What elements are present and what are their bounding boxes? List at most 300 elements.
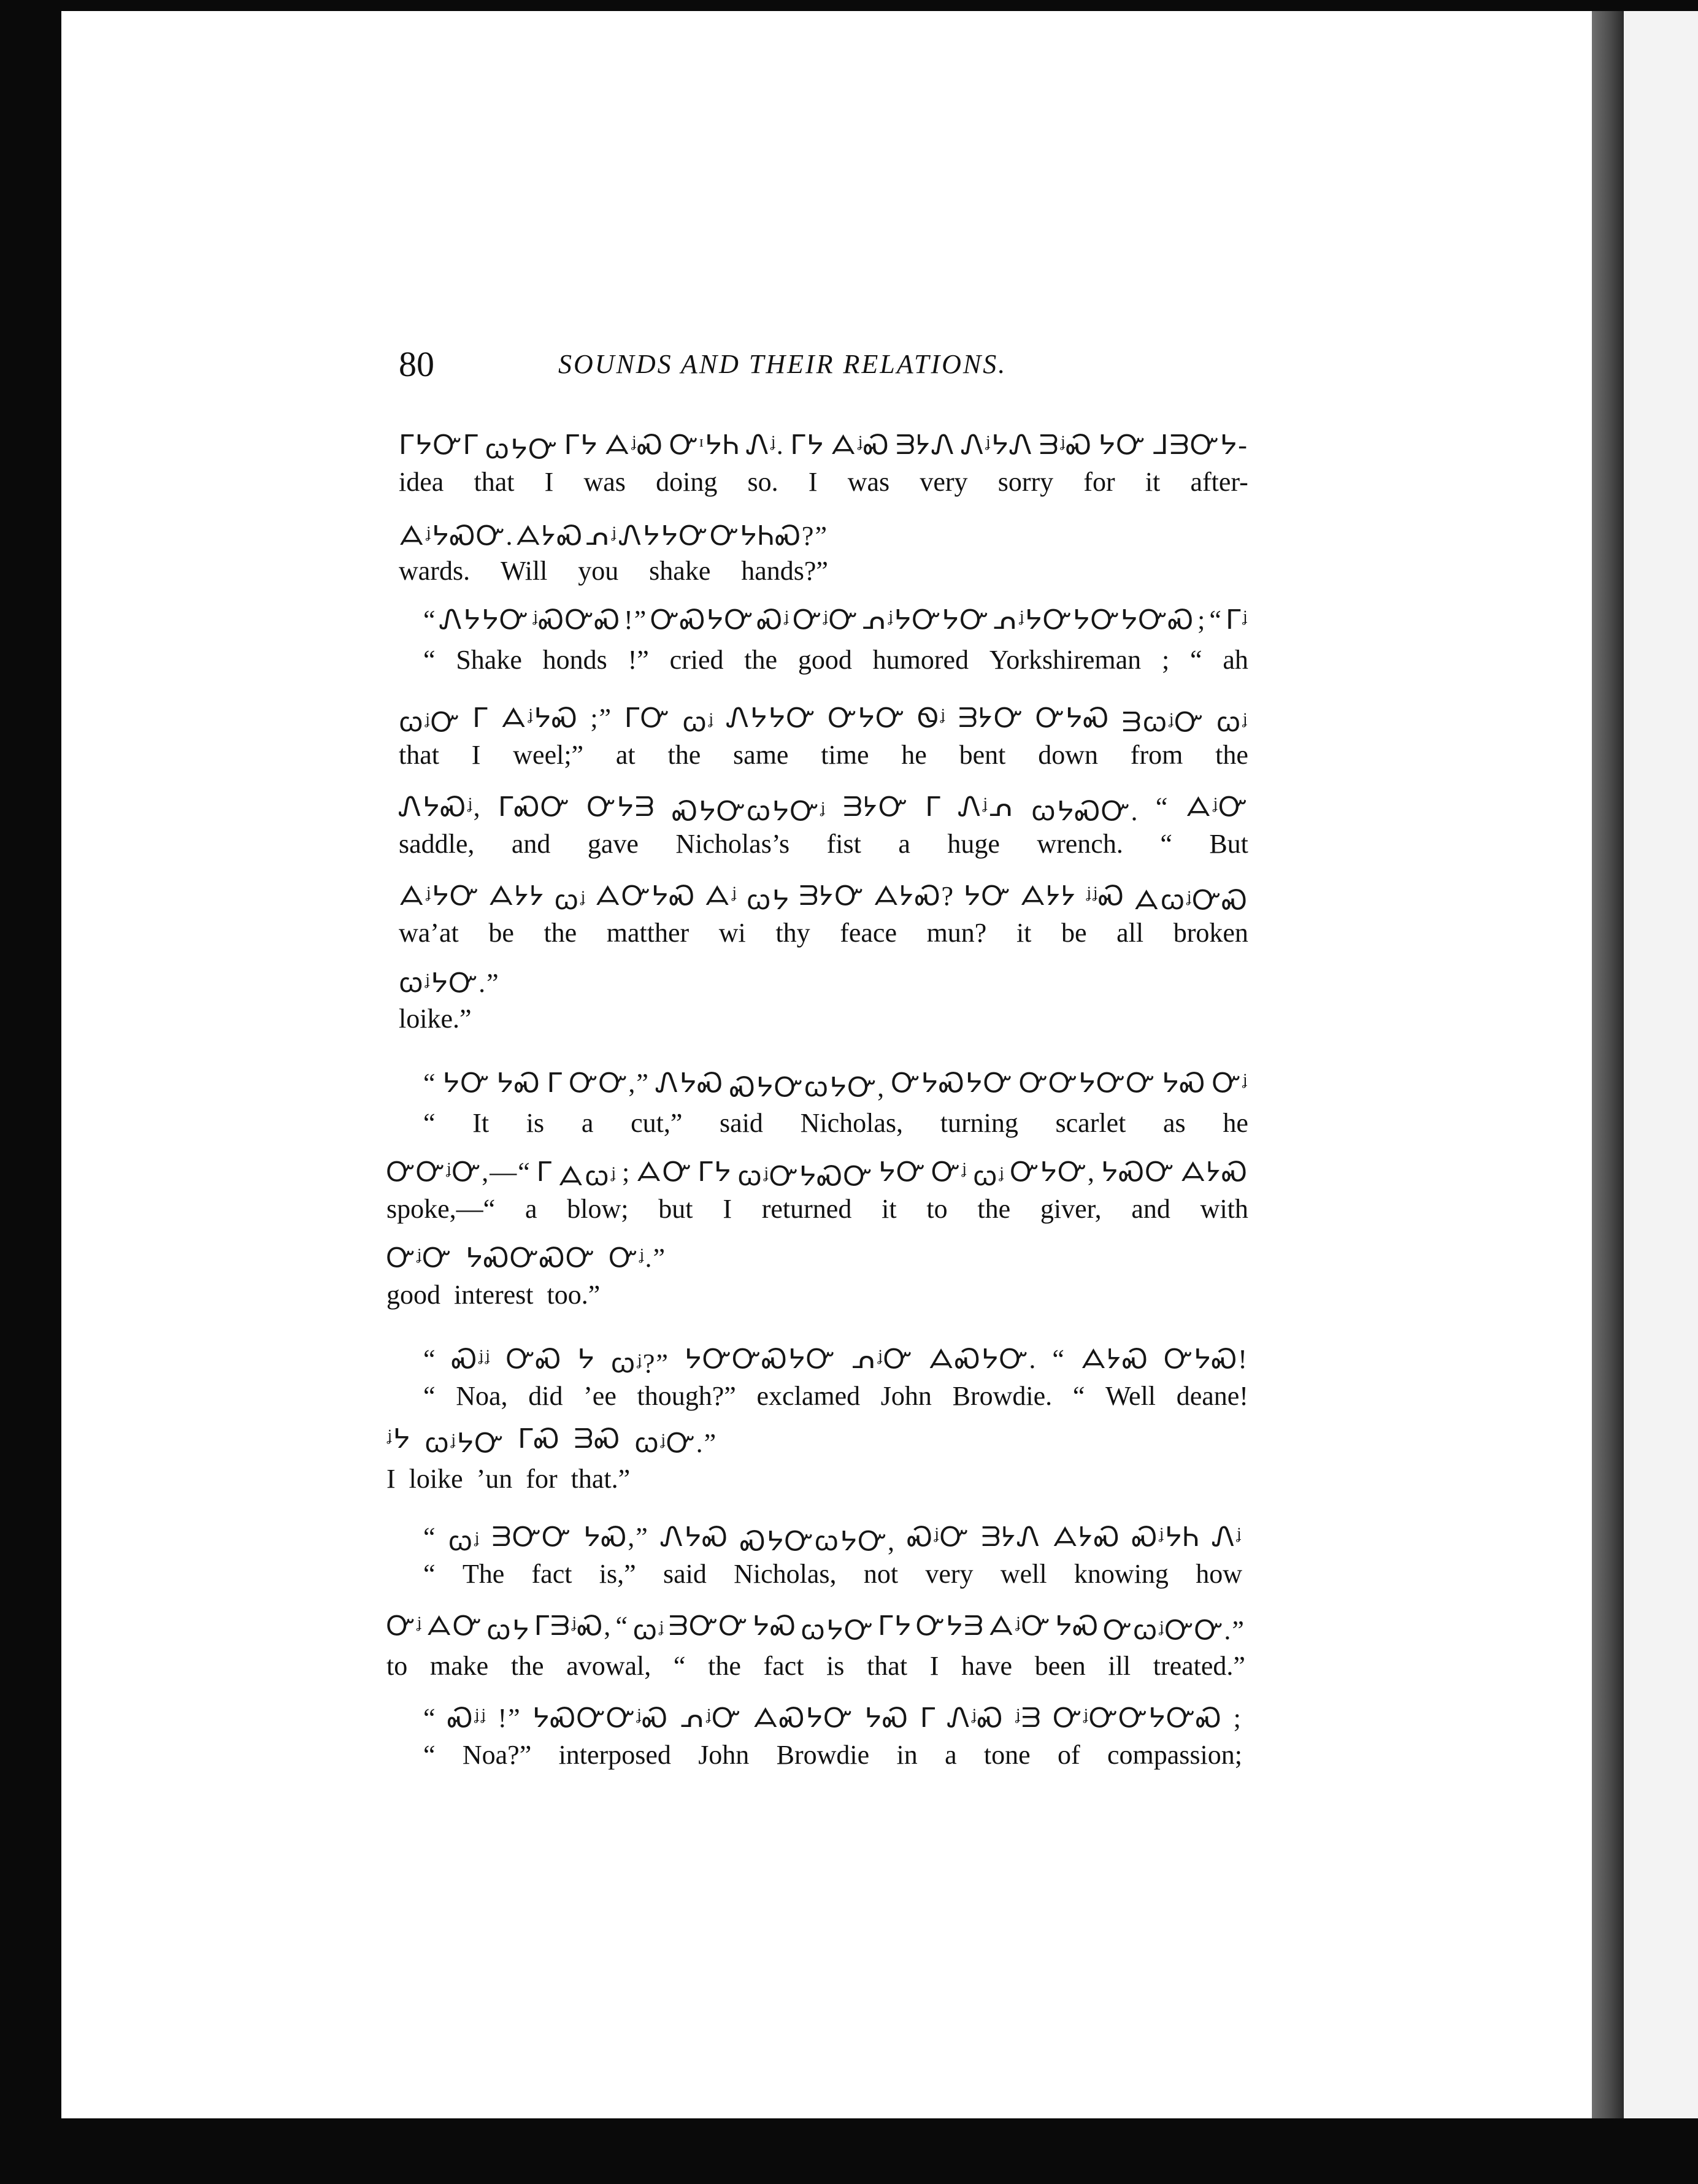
english-word: how bbox=[1196, 1559, 1242, 1589]
english-word: Nicholas, bbox=[800, 1108, 904, 1138]
phonetic-word: ᗱᏅᏅ bbox=[668, 1611, 749, 1641]
phonetic-word: ᏁᔭᔭᏅ bbox=[439, 605, 529, 635]
english-word: wards. bbox=[399, 556, 471, 586]
english-word: good bbox=[797, 645, 852, 675]
english-word: avowal, bbox=[566, 1651, 651, 1681]
english-word: giver, bbox=[1040, 1194, 1102, 1224]
english-word: down bbox=[1038, 740, 1098, 770]
phonetic-word: !” bbox=[497, 1703, 521, 1733]
phonetic-line-6 bbox=[399, 880, 1248, 917]
phonetic-word: Ꮑᶨ. bbox=[746, 430, 785, 460]
phonetic-word: ᗱᏅᏅ bbox=[491, 1522, 572, 1552]
english-word: fact bbox=[763, 1651, 804, 1681]
english-word: “ bbox=[1072, 1381, 1085, 1411]
phonetic-word: ᒥᔭ bbox=[697, 1157, 732, 1187]
english-word: is bbox=[826, 1651, 845, 1681]
phonetic-word: ᒥᏅ bbox=[624, 703, 670, 733]
phonetic-word: ᏅᔭᏍ! bbox=[1164, 1344, 1248, 1374]
english-word: you bbox=[578, 556, 619, 586]
english-word: the bbox=[708, 1651, 741, 1681]
phonetic-word: ᏅᏅᔭᏅᏅ bbox=[1019, 1068, 1156, 1098]
phonetic-word: ᔭᏍ bbox=[1055, 1611, 1100, 1641]
phonetic-word: ꞷᔭᏍᏅ. bbox=[1031, 796, 1139, 826]
phonetic-word: ᕄᶨᔭᏅᔭᏅ bbox=[861, 605, 990, 635]
english-word: “ bbox=[423, 645, 436, 675]
phonetic-word: ᒥᏍ bbox=[518, 1424, 561, 1454]
phonetic-word: ᶨᔭ bbox=[386, 1424, 412, 1454]
phonetic-word: ᗋꞷᶨᏅᏍ bbox=[1134, 885, 1248, 915]
english-word: to bbox=[386, 1651, 408, 1681]
english-word: returned bbox=[761, 1194, 852, 1224]
english-word: he bbox=[901, 740, 927, 770]
english-word: a bbox=[945, 1740, 957, 1770]
phonetic-word: ᏁᔭᔭᏅ bbox=[618, 521, 709, 551]
phonetic-word: ꞷᶨ bbox=[632, 1615, 665, 1645]
phonetic-word: ᏍᔭᏅꞷᔭᏅ, bbox=[740, 1526, 896, 1556]
english-line-15 bbox=[423, 1739, 1242, 1771]
phonetic-word: ;” bbox=[590, 703, 613, 733]
phonetic-word: ᒥᏍᏅ bbox=[498, 792, 570, 822]
phonetic-word: Ꮕᔭᗱ bbox=[916, 1611, 985, 1641]
phonetic-word: ꞷᶨᏅᔭᏍᏅ bbox=[737, 1161, 874, 1191]
phonetic-word: ꞷᶨ bbox=[682, 707, 715, 737]
english-word: doing bbox=[656, 467, 718, 497]
phonetic-word: ᗋᶨᏅ bbox=[988, 1611, 1051, 1641]
english-word: Noa?” bbox=[462, 1740, 532, 1770]
phonetic-word: ; bbox=[622, 1157, 631, 1187]
phonetic-word: ᗋᔭᏍ bbox=[515, 521, 584, 551]
phonetic-word: ᒥ bbox=[547, 1068, 563, 1098]
phonetic-word: ꞷᶨᏅ.” bbox=[634, 1428, 718, 1458]
phonetic-line-1 bbox=[399, 429, 1248, 466]
phonetic-word: ᔭᏍᏅ bbox=[1101, 1157, 1175, 1187]
phonetic-word: ᗋᶨᏍ bbox=[604, 430, 664, 460]
phonetic-word: Ꮻᶨ bbox=[917, 703, 947, 733]
english-word: I bbox=[386, 1464, 396, 1494]
english-word: saddle, bbox=[399, 829, 475, 859]
phonetic-word: ᗱᔭᏅ bbox=[799, 881, 865, 911]
phonetic-line-14 bbox=[386, 1610, 1245, 1647]
phonetic-line-13 bbox=[423, 1521, 1242, 1558]
english-line-9 bbox=[386, 1193, 1248, 1225]
phonetic-word: ᶨᗱ bbox=[1015, 1703, 1042, 1733]
english-word: “ bbox=[423, 1740, 436, 1770]
phonetic-word: ᒥᔭᏅᒥ bbox=[399, 430, 479, 460]
english-word: Will bbox=[500, 556, 548, 586]
phonetic-word: ᏁᔭᏍ bbox=[660, 1522, 729, 1552]
english-word: treated.” bbox=[1153, 1651, 1245, 1681]
english-word: hands?” bbox=[741, 556, 828, 586]
english-word: cried bbox=[669, 645, 724, 675]
english-line-8 bbox=[423, 1107, 1248, 1139]
phonetic-word: ᔭᏍ,” bbox=[583, 1522, 649, 1552]
phonetic-word: “ bbox=[423, 1068, 437, 1098]
phonetic-word: ᗋᶨᏍ bbox=[830, 430, 890, 460]
phonetic-line-4 bbox=[399, 702, 1248, 739]
phonetic-word: ᕄᶨ bbox=[585, 521, 618, 551]
english-word: I bbox=[544, 467, 554, 497]
phonetic-word: ; bbox=[1197, 605, 1207, 635]
phonetic-word: ᏅᏍᔭᏅ bbox=[650, 605, 755, 635]
english-word: mun? bbox=[926, 918, 987, 948]
phonetic-word: ᗱᶨᏍ bbox=[1039, 430, 1093, 460]
phonetic-word: ᗋᶨ bbox=[704, 881, 738, 911]
english-word: fist bbox=[826, 829, 861, 859]
page-number: 80 bbox=[399, 344, 434, 384]
phonetic-word: ᏅᶨᏅᏅᔭᏅᏍ bbox=[1053, 1703, 1223, 1733]
english-word: the bbox=[510, 1651, 544, 1681]
phonetic-word: Ꮝᶨᶨ bbox=[447, 1703, 487, 1733]
phonetic-word: ᒥᗱᶨᏍ, bbox=[534, 1611, 612, 1641]
english-word: said bbox=[663, 1559, 707, 1589]
phonetic-word: ᔭᏍ bbox=[752, 1611, 797, 1641]
english-line-14 bbox=[386, 1650, 1245, 1682]
phonetic-word: ᔭᏍᏅᏍᏅ bbox=[465, 1243, 596, 1273]
english-word: very bbox=[920, 467, 968, 497]
english-word: blow; bbox=[567, 1194, 629, 1224]
english-word: a bbox=[898, 829, 910, 859]
phonetic-word: ꞷᶨᔭᏅ.” bbox=[399, 968, 500, 998]
english-line-13 bbox=[423, 1558, 1242, 1590]
phonetic-word: ꞷᔭ bbox=[746, 885, 791, 915]
phonetic-word: ᏅᶦᔭᏂ bbox=[669, 430, 741, 460]
english-word: “ bbox=[1190, 645, 1202, 675]
phonetic-line-11 bbox=[423, 1344, 1248, 1380]
phonetic-word: ᗋᶨᔭᏍ bbox=[501, 703, 578, 733]
phonetic-word: ᗱᔭᏅ bbox=[843, 792, 909, 822]
phonetic-word: ꞷᔭ bbox=[486, 1615, 531, 1645]
english-word: Browdie. bbox=[952, 1381, 1053, 1411]
english-line-2 bbox=[399, 555, 828, 586]
phonetic-word: ᗋᔭᔭ bbox=[488, 881, 545, 911]
english-word: “ bbox=[673, 1651, 686, 1681]
phonetic-word: ᗋᶨᏅ bbox=[1185, 792, 1248, 822]
english-word: deane! bbox=[1176, 1381, 1248, 1411]
english-word: loike bbox=[409, 1464, 463, 1494]
phonetic-word: ᗋᔭᏍ bbox=[1052, 1522, 1121, 1552]
phonetic-line-7 bbox=[399, 963, 644, 1000]
english-word: good bbox=[386, 1280, 440, 1310]
english-word: and bbox=[511, 829, 551, 859]
english-word: for bbox=[526, 1464, 558, 1494]
phonetic-word: ᶨᏍᏅᏍ bbox=[532, 605, 621, 635]
phonetic-word: Ꮕᶨ.” bbox=[609, 1243, 666, 1273]
english-word: Well bbox=[1105, 1381, 1156, 1411]
english-word: ’ee bbox=[583, 1381, 617, 1411]
phonetic-word: ᗋᏅ bbox=[426, 1611, 483, 1641]
english-word: interest bbox=[454, 1280, 534, 1310]
english-word: ; bbox=[1161, 645, 1170, 675]
english-word: Nicholas’s bbox=[675, 829, 790, 859]
phonetic-word: ᏍᔭᏅꞷᔭᏅ, bbox=[729, 1072, 886, 1102]
english-word: Yorkshireman bbox=[989, 645, 1142, 675]
english-word: Browdie bbox=[776, 1740, 870, 1770]
phonetic-line-12 bbox=[386, 1423, 755, 1460]
english-word: not bbox=[863, 1559, 899, 1589]
english-word: it bbox=[1016, 918, 1032, 948]
english-word: same bbox=[733, 740, 789, 770]
phonetic-word: ᒥ bbox=[536, 1157, 553, 1187]
phonetic-word: ᏅᶨᏅ bbox=[793, 605, 859, 635]
phonetic-word: ᏅᔭᏅ bbox=[828, 703, 905, 733]
english-word: Noa, bbox=[456, 1381, 508, 1411]
english-word: shake bbox=[649, 556, 711, 586]
english-word: ’un bbox=[476, 1464, 513, 1494]
phonetic-line-5 bbox=[399, 791, 1248, 828]
phonetic-word: “ bbox=[1209, 605, 1223, 635]
english-word: It bbox=[472, 1108, 490, 1138]
phonetic-word: “ bbox=[423, 1344, 437, 1374]
phonetic-word: ᗋᏅ bbox=[636, 1157, 693, 1187]
phonetic-word: ᗋᔭᏍ bbox=[1180, 1157, 1248, 1187]
phonetic-word: !” bbox=[624, 605, 648, 635]
phonetic-word: Ꮝᶨᶨ bbox=[451, 1344, 491, 1374]
phonetic-word: Ꮑᶨ bbox=[1212, 1522, 1242, 1552]
phonetic-word: “ bbox=[423, 605, 437, 635]
english-word: “ bbox=[423, 1381, 436, 1411]
phonetic-word: ᏍᶨᏅ bbox=[907, 1522, 970, 1552]
english-word: it bbox=[1145, 467, 1161, 497]
english-word: exclamed bbox=[756, 1381, 861, 1411]
english-word: said bbox=[720, 1108, 763, 1138]
phonetic-word: ᗋꞷᶨ bbox=[558, 1161, 617, 1191]
english-line-10 bbox=[386, 1279, 816, 1310]
phonetic-word: Ꮕᶨ bbox=[931, 1157, 968, 1187]
english-word: though?” bbox=[637, 1381, 736, 1411]
english-word: I bbox=[471, 740, 481, 770]
phonetic-word: ᒥ bbox=[472, 703, 489, 733]
phonetic-word: “ bbox=[615, 1611, 629, 1641]
english-word: idea bbox=[399, 467, 444, 497]
phonetic-line-15 bbox=[423, 1702, 1242, 1734]
english-word: John bbox=[880, 1381, 932, 1411]
phonetic-word: ꞷᶨᏅ bbox=[399, 707, 461, 737]
english-word: matther bbox=[606, 918, 690, 948]
english-word: fact bbox=[531, 1559, 572, 1589]
english-word: to bbox=[926, 1194, 948, 1224]
phonetic-word: ᕄᶨᏅ bbox=[851, 1344, 913, 1374]
english-word: is,” bbox=[599, 1559, 636, 1589]
phonetic-word: ᏅᔭᏂᏍ?” bbox=[710, 521, 828, 551]
phonetic-word: ᗱᔭᏁ bbox=[896, 430, 956, 460]
english-line-7 bbox=[399, 1003, 644, 1034]
english-word: the bbox=[977, 1194, 1011, 1224]
english-word: “ bbox=[423, 1559, 436, 1589]
phonetic-word: ᏅᏅ,” bbox=[569, 1068, 650, 1098]
english-word: I bbox=[723, 1194, 732, 1224]
phonetic-word: ᗋᔭᔭ bbox=[1020, 881, 1077, 911]
page-edge-shadow bbox=[1592, 11, 1624, 2118]
english-word: thy bbox=[775, 918, 810, 948]
book-page bbox=[61, 11, 1592, 2118]
phonetic-word: Ꮕᔭᗱ bbox=[586, 792, 656, 822]
english-word: John bbox=[698, 1740, 750, 1770]
english-line-12 bbox=[386, 1463, 755, 1494]
phonetic-word: ; bbox=[1233, 1703, 1242, 1733]
phonetic-word: ᔭᏅᏅᏍᔭᏅ bbox=[684, 1344, 836, 1374]
phonetic-word: ᏅᏅᶨᏅ,—“ bbox=[386, 1157, 531, 1187]
english-word: so. bbox=[747, 467, 778, 497]
english-word: of bbox=[1058, 1740, 1080, 1770]
phonetic-word: ꞷᶨ bbox=[1216, 707, 1248, 737]
english-word: weel;” bbox=[513, 740, 584, 770]
english-word: at bbox=[615, 740, 636, 770]
english-word: as bbox=[1163, 1108, 1186, 1138]
phonetic-word: ᗋᏅᔭᏍ bbox=[594, 881, 696, 911]
phonetic-word: ᗋᔭᏍ bbox=[1080, 1344, 1149, 1374]
phonetic-word: ꞷᶨ bbox=[554, 885, 586, 915]
english-word: !” bbox=[628, 645, 649, 675]
english-word: wi bbox=[718, 918, 746, 948]
english-word: turning bbox=[940, 1108, 1018, 1138]
english-line-1 bbox=[399, 466, 1248, 498]
english-word: too.” bbox=[547, 1280, 601, 1310]
phonetic-word: ꞷᶨ bbox=[972, 1161, 1005, 1191]
english-word: the bbox=[1215, 740, 1248, 770]
english-word: humored bbox=[872, 645, 969, 675]
english-word: for bbox=[1083, 467, 1115, 497]
english-word: time bbox=[821, 740, 869, 770]
phonetic-word: ᗱᔭᏁ bbox=[981, 1522, 1041, 1552]
english-word: the bbox=[744, 645, 778, 675]
english-word: that bbox=[474, 467, 515, 497]
english-word: is bbox=[526, 1108, 545, 1138]
english-line-3 bbox=[423, 644, 1248, 675]
phonetic-word: ꞷᶨᔭᏅ bbox=[424, 1428, 505, 1458]
phonetic-word: ᔭᏅ bbox=[878, 1157, 926, 1187]
phonetic-word: ᗋᔭᏍ? bbox=[873, 881, 955, 911]
phonetic-word: ᗋᶨᔭᏅ bbox=[399, 881, 480, 911]
phonetic-word: ᗱᏍ bbox=[574, 1424, 621, 1454]
english-word: I bbox=[929, 1651, 939, 1681]
english-line-6 bbox=[399, 917, 1248, 948]
phonetic-word: ꞷᶨ?” bbox=[610, 1348, 669, 1378]
english-word: tone bbox=[983, 1740, 1031, 1770]
phonetic-word: ᕄᶨᏅ bbox=[680, 1703, 742, 1733]
phonetic-word: ᔭᏍ bbox=[1161, 1068, 1207, 1098]
english-word: all bbox=[1116, 918, 1144, 948]
english-word: sorry bbox=[997, 467, 1054, 497]
english-word: a bbox=[524, 1194, 537, 1224]
english-word: make bbox=[429, 1651, 489, 1681]
english-word: and bbox=[1131, 1194, 1170, 1224]
english-word: been bbox=[1034, 1651, 1086, 1681]
english-word: that bbox=[867, 1651, 908, 1681]
phonetic-word: ᔭᏅ bbox=[963, 881, 1012, 911]
english-word: interposed bbox=[558, 1740, 671, 1770]
english-word: did bbox=[528, 1381, 563, 1411]
english-word: wrench. bbox=[1037, 829, 1123, 859]
english-word: was bbox=[583, 467, 626, 497]
phonetic-word: ꞷᔭᏅ bbox=[801, 1615, 874, 1645]
phonetic-word: ᒧᗱᏅᔭ- bbox=[1151, 430, 1248, 460]
phonetic-word: ᔭᏍ bbox=[496, 1068, 541, 1098]
phonetic-word: “ bbox=[423, 1522, 437, 1552]
page-header bbox=[399, 344, 1503, 386]
english-word: wa’at bbox=[399, 918, 459, 948]
english-word: that.” bbox=[570, 1464, 631, 1494]
english-line-11 bbox=[423, 1380, 1248, 1412]
phonetic-word: Ꮝᶨ bbox=[757, 605, 790, 635]
phonetic-word: ꞷᔭᏅ bbox=[485, 434, 558, 464]
phonetic-word: ᏅᔭᏅ, bbox=[1010, 1157, 1096, 1187]
english-word: ill bbox=[1108, 1651, 1131, 1681]
english-word: very bbox=[925, 1559, 974, 1589]
phonetic-word: “ bbox=[1155, 792, 1169, 822]
english-word: honds bbox=[542, 645, 607, 675]
phonetic-word: ᏁᔭᔭᏅ bbox=[726, 703, 816, 733]
phonetic-word: ᗋᏍᔭᏅ. bbox=[928, 1344, 1037, 1374]
phonetic-word: ᒥ bbox=[920, 1703, 937, 1733]
phonetic-word: ᏁᔭᏍ bbox=[655, 1068, 724, 1098]
english-word: Shake bbox=[456, 645, 522, 675]
phonetic-word: ᏁᶨᏍ bbox=[947, 1703, 1004, 1733]
english-word: be bbox=[1061, 918, 1087, 948]
phonetic-word: ᔭ bbox=[577, 1344, 596, 1374]
phonetic-line-9 bbox=[386, 1156, 1248, 1193]
english-word: huge bbox=[947, 829, 1000, 859]
english-word: that bbox=[399, 740, 439, 770]
phonetic-word: ᶨᶨᏍ bbox=[1085, 881, 1125, 911]
english-word: gave bbox=[587, 829, 639, 859]
phonetic-word: Ꮕᶨ bbox=[386, 1611, 423, 1641]
english-word: but bbox=[658, 1194, 693, 1224]
english-word: from bbox=[1130, 740, 1183, 770]
phonetic-word: ᏅᔭᏍ bbox=[1035, 703, 1110, 733]
phonetic-word: ᏍᔭᏅꞷᔭᏅᶨ bbox=[672, 796, 826, 826]
english-word: after- bbox=[1190, 467, 1248, 497]
phonetic-word: ᗱᔭᏅ bbox=[958, 703, 1024, 733]
phonetic-word: ꞷᶨ bbox=[448, 1526, 480, 1556]
english-word: bent bbox=[959, 740, 1006, 770]
english-word: compassion; bbox=[1107, 1740, 1242, 1770]
phonetic-word: “ bbox=[423, 1703, 437, 1733]
phonetic-word: ᗋᏍᔭᏅ bbox=[753, 1703, 854, 1733]
phonetic-word: “ bbox=[1052, 1344, 1066, 1374]
english-word: the bbox=[667, 740, 701, 770]
phonetic-line-2 bbox=[399, 520, 828, 552]
english-word: have bbox=[961, 1651, 1013, 1681]
running-head: SOUNDS AND THEIR RELATIONS. bbox=[558, 349, 1007, 379]
english-word: it bbox=[882, 1194, 897, 1224]
english-word: well bbox=[1000, 1559, 1047, 1589]
phonetic-word: ᏍᶨᔭᏂ bbox=[1132, 1522, 1201, 1552]
phonetic-word: ᒥ bbox=[925, 792, 942, 822]
english-word: ah bbox=[1223, 645, 1248, 675]
english-line-4 bbox=[399, 739, 1248, 771]
english-word: in bbox=[896, 1740, 918, 1770]
english-word: was bbox=[847, 467, 890, 497]
english-word: a bbox=[581, 1108, 594, 1138]
phonetic-word: ᒥᔭ bbox=[564, 430, 599, 460]
phonetic-word: ᏁᶨᔭᏁ bbox=[961, 430, 1034, 460]
phonetic-word: ᏁᔭᏍᶨ, bbox=[399, 792, 482, 822]
english-word: “ bbox=[423, 1108, 436, 1138]
english-word: But bbox=[1209, 829, 1248, 859]
phonetic-word: ᏅᔭᏍᔭᏅ bbox=[891, 1068, 1013, 1098]
phonetic-word: ᔭᏅ bbox=[442, 1068, 491, 1098]
english-word: spoke,—“ bbox=[386, 1194, 496, 1224]
english-word: with bbox=[1200, 1194, 1248, 1224]
phonetic-word: Ꮕᶨ bbox=[1212, 1068, 1248, 1098]
english-word: “ bbox=[1160, 829, 1172, 859]
phonetic-line-3 bbox=[423, 604, 1248, 636]
english-word: I bbox=[808, 467, 818, 497]
phonetic-word: ᒥᔭ bbox=[878, 1611, 913, 1641]
phonetic-word: ᏅꞷᶨᏅᏅ.” bbox=[1103, 1615, 1245, 1645]
english-word: cut,” bbox=[631, 1108, 683, 1138]
phonetic-word: ᕄᶨᔭᏅᔭᏅᔭᏅᏍ bbox=[993, 605, 1195, 635]
